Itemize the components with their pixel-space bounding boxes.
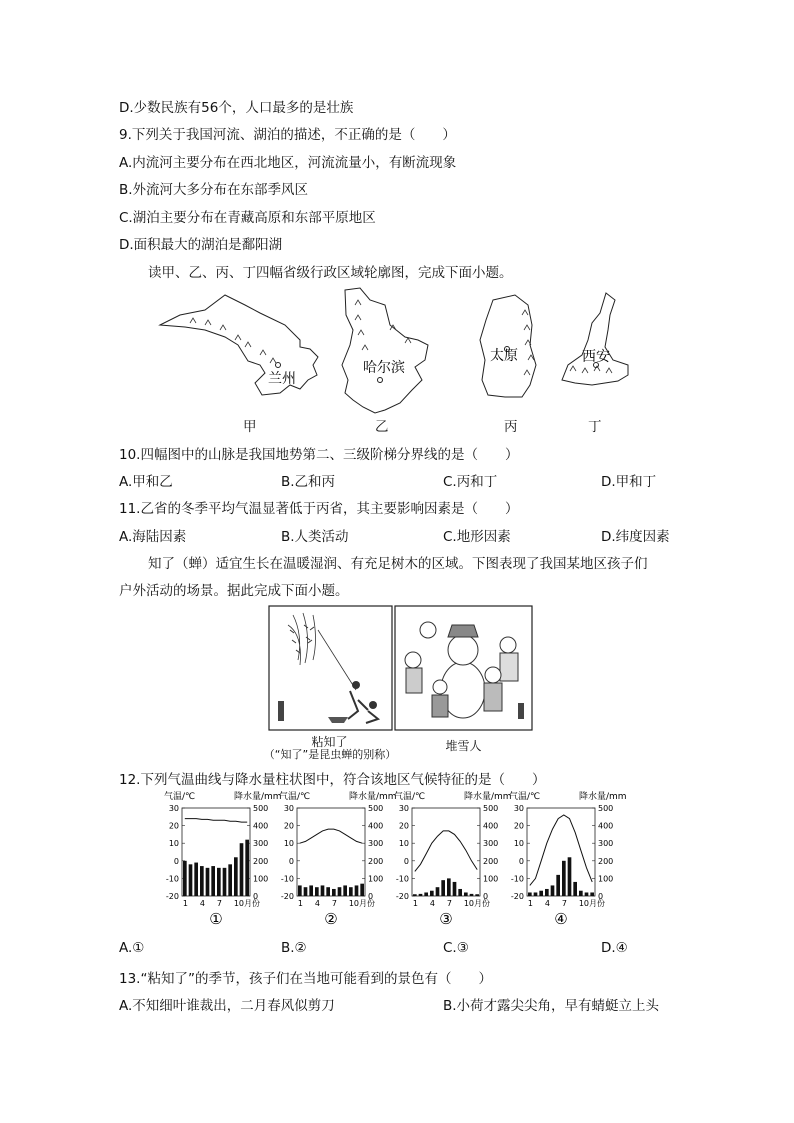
q8-option-d: D.少数民族有56个，人口最多的是壮族 xyxy=(119,100,354,116)
q11-option-c: C.地形因素 xyxy=(443,529,511,545)
q12-option-a: A.① xyxy=(119,940,145,956)
chart-1-x-tick: 10月份 xyxy=(233,899,261,908)
maps-intro: 读甲、乙、丙、丁四幅省级行政区域轮廓图，完成下面小题。 xyxy=(148,265,513,281)
q12-stem: 12.下列气温曲线与降水量柱状图中，符合该地区气候特征的是（ ） xyxy=(119,772,546,788)
chart-2-x-tick: 10月份 xyxy=(348,899,376,908)
chart-3-precip-bar xyxy=(458,889,462,896)
chart-2-precip-bar xyxy=(355,885,359,896)
q10-option-c: C.丙和丁 xyxy=(443,474,498,490)
chart-2-precip-tick: 300 xyxy=(368,839,384,849)
q12-option-d: D.④ xyxy=(601,940,628,956)
chart-1-temp-tick: 0 xyxy=(173,856,179,866)
chart-4-frame xyxy=(527,808,595,896)
chart-3-temp-tick: 0 xyxy=(403,856,409,866)
chart-3-frame xyxy=(412,808,480,896)
chart-1-precip-tick: 200 xyxy=(253,856,269,866)
chart-3-precip-bar xyxy=(453,882,457,896)
chart-2-precip-bar xyxy=(326,887,330,896)
map-yi xyxy=(342,288,428,413)
chart-4-precip-tick: 100 xyxy=(598,874,614,884)
q11-option-a: A.海陆因素 xyxy=(119,529,187,545)
chart-1-precip-bar xyxy=(234,857,238,896)
chart-3-precip-bar xyxy=(424,892,428,896)
chart-1-precip-bar xyxy=(183,861,187,896)
chart-1-temp-tick: 10 xyxy=(168,839,179,849)
chart-3-temp-tick: 10 xyxy=(398,839,409,849)
chart-2-precip-bar xyxy=(321,885,325,896)
chart-2-precip-bar xyxy=(304,887,308,896)
chart-4-precip-bar xyxy=(590,892,594,896)
chart-3-temp-tick: -20 xyxy=(395,892,409,901)
chart-1-temp-tick: 20 xyxy=(168,821,179,831)
chart-2-precip-tick: 200 xyxy=(368,856,384,866)
chart-3-precip-tick: 300 xyxy=(483,839,499,849)
q12-option-c: C.③ xyxy=(443,940,469,956)
chart-3-precip-tick: 400 xyxy=(483,821,499,831)
scene-intro-line1: 知了（蝉）适宜生长在温暖湿润、有充足树木的区域。下图表现了我国某地区孩子们 xyxy=(148,556,648,572)
chart-4-precip-bar xyxy=(579,891,583,896)
chart-4-x-tick: 1 xyxy=(527,899,533,908)
q11-option-b: B.人类活动 xyxy=(281,529,349,545)
scene-intro-line2: 户外活动的场景。据此完成下面小题。 xyxy=(119,583,349,599)
chart-1-precip-bar xyxy=(217,868,221,896)
chart-3-precip-bar xyxy=(470,894,474,896)
chart-3-precip-bar xyxy=(419,894,423,896)
chart-2-temp-tick: 0 xyxy=(288,856,294,866)
scene-caption-right: 堆雪人 xyxy=(445,739,482,753)
chart-4-label: ④ xyxy=(554,910,568,928)
chart-1-temp-tick: -20 xyxy=(165,892,179,901)
chart-1-temp-tick: -10 xyxy=(165,874,179,884)
chart-3-x-tick: 1 xyxy=(412,899,418,908)
chart-4-temp-tick: -20 xyxy=(510,892,524,901)
chart-2-label: ② xyxy=(324,910,338,928)
chart-2-precip-bar xyxy=(360,884,364,896)
chart-1-x-tick: 7 xyxy=(216,899,222,908)
chart-2-temp-line xyxy=(300,829,362,843)
q13-option-b: B.小荷才露尖尖角，早有蜻蜓立上头 xyxy=(443,998,660,1014)
chart-2-precip-bar xyxy=(315,887,319,896)
map-city-lanzhou: 兰州 xyxy=(268,371,296,387)
chart-2-precip-bar xyxy=(338,887,342,896)
map-city-harbin: 哈尔滨 xyxy=(363,360,405,376)
chart-3-x-tick: 7 xyxy=(446,899,452,908)
q12-option-b: B.② xyxy=(281,940,307,956)
chart-2-temp-tick: 10 xyxy=(283,839,294,849)
chart-4-temp-tick: 0 xyxy=(518,856,524,866)
chart-1-precip-tick: 100 xyxy=(253,874,269,884)
chart-2-x-tick: 7 xyxy=(331,899,337,908)
chart-1-temp-axis-title: 气温/℃ xyxy=(164,792,196,802)
chart-2-precip-tick: 100 xyxy=(368,874,384,884)
scene-illustrations xyxy=(268,605,534,732)
chart-2-temp-tick: -10 xyxy=(280,874,294,884)
chart-4-precip-bar xyxy=(539,891,543,896)
chart-1-precip-tick: 300 xyxy=(253,839,269,849)
chart-1-precip-axis-title: 降水量/mm xyxy=(234,792,282,802)
chart-1-x-tick: 1 xyxy=(182,899,188,908)
chart-2-temp-tick: -20 xyxy=(280,892,294,901)
chart-3-temp-tick: 30 xyxy=(398,804,409,813)
map-label-bing: 丙 xyxy=(504,419,518,435)
chart-2-precip-tick: 400 xyxy=(368,821,384,831)
chart-1-precip-bar xyxy=(206,868,210,896)
scene-building-snowman xyxy=(395,606,532,730)
chart-1-precip-bar xyxy=(245,840,249,896)
chart-3-precip-bar xyxy=(447,878,451,896)
chart-4-precip-bar xyxy=(534,892,538,896)
chart-1-temp-tick: 30 xyxy=(168,804,179,813)
chart-4-temp-line xyxy=(530,815,592,885)
chart-3-precip-bar xyxy=(464,892,468,896)
chart-2-precip-tick: 0 xyxy=(368,892,374,901)
chart-3-temp-tick: 20 xyxy=(398,821,409,831)
chart-4-temp-tick: -10 xyxy=(510,874,524,884)
chart-4-precip-tick: 400 xyxy=(598,821,614,831)
map-ding xyxy=(562,293,628,385)
climate-charts xyxy=(160,790,640,930)
chart-3-precip-bar xyxy=(436,887,440,896)
chart-2-precip-bar xyxy=(298,885,302,896)
chart-1-precip-tick: 400 xyxy=(253,821,269,831)
chart-2-x-tick: 1 xyxy=(297,899,303,908)
chart-3-temp-line xyxy=(415,831,477,872)
q11-option-d: D.纬度因素 xyxy=(601,529,670,545)
chart-2-x-tick: 4 xyxy=(314,899,320,908)
map-label-yi: 乙 xyxy=(375,419,389,435)
q9-option-a: A.内流河主要分布在西北地区，河流流量小，有断流现象 xyxy=(119,155,457,171)
chart-3-label: ③ xyxy=(439,910,453,928)
map-city-taiyuan: 太原 xyxy=(490,348,518,364)
chart-1-precip-tick: 500 xyxy=(253,804,269,813)
chart-3-precip-tick: 200 xyxy=(483,856,499,866)
scene-caption-left-note: （“知了”是昆虫蝉的别称） xyxy=(263,748,397,761)
chart-2-frame xyxy=(297,808,365,896)
province-maps-figure xyxy=(150,285,650,435)
chart-2-precip-tick: 500 xyxy=(368,804,384,813)
chart-4-precip-tick: 0 xyxy=(598,892,604,901)
chart-1-temp-line xyxy=(185,819,247,823)
chart-4-precip-bar xyxy=(528,892,532,896)
chart-4-precip-bar xyxy=(562,861,566,896)
chart-2-temp-tick: 20 xyxy=(283,821,294,831)
chart-3-precip-tick: 500 xyxy=(483,804,499,813)
q10-stem: 10.四幅图中的山脉是我国地势第二、三级阶梯分界线的是（ ） xyxy=(119,447,519,463)
chart-4-precip-bar xyxy=(585,892,589,896)
chart-2-precip-bar xyxy=(332,889,336,896)
q9-option-b: B.外流河大多分布在东部季风区 xyxy=(119,182,309,198)
chart-4-precip-bar xyxy=(545,889,549,896)
map-bing xyxy=(480,295,536,397)
chart-3-precip-bar xyxy=(475,894,479,896)
chart-2-temp-axis-title: 气温/℃ xyxy=(279,792,311,802)
chart-4-x-tick: 10月份 xyxy=(578,899,606,908)
q9-stem: 9.下列关于我国河流、湖泊的描述，不正确的是（ ） xyxy=(119,127,456,143)
chart-1-label: ① xyxy=(209,910,223,928)
scene-caption-left: 粘知了 xyxy=(311,735,348,749)
q10-option-b: B.乙和丙 xyxy=(281,474,336,490)
map-jia xyxy=(160,295,318,395)
chart-3-temp-axis-title: 气温/℃ xyxy=(394,792,426,802)
chart-2-precip-axis-title: 降水量/mm xyxy=(349,792,397,802)
chart-1-x-tick: 4 xyxy=(199,899,205,908)
chart-4-temp-tick: 20 xyxy=(513,821,524,831)
q9-option-c: C.湖泊主要分布在青藏高原和东部平原地区 xyxy=(119,210,376,226)
chart-3-precip-bar xyxy=(441,880,445,896)
chart-1-precip-bar xyxy=(228,864,232,896)
chart-2-precip-bar xyxy=(343,885,347,896)
chart-4-precip-tick: 300 xyxy=(598,839,614,849)
chart-3-x-tick: 10月份 xyxy=(463,899,491,908)
q13-option-a: A.不知细叶谁裁出，二月春风似剪刀 xyxy=(119,998,335,1014)
chart-3-precip-tick: 100 xyxy=(483,874,499,884)
chart-1-precip-bar xyxy=(200,866,204,896)
chart-1-precip-bar xyxy=(194,863,198,896)
q11-stem: 11.乙省的冬季平均气温显著低于丙省，其主要影响因素是（ ） xyxy=(119,501,519,517)
map-label-jia: 甲 xyxy=(243,419,257,435)
map-city-xian: 西安 xyxy=(582,349,610,365)
chart-1-precip-tick: 0 xyxy=(253,892,259,901)
chart-4-temp-tick: 30 xyxy=(513,804,524,813)
chart-4-precip-tick: 200 xyxy=(598,856,614,866)
chart-4-precip-bar xyxy=(551,885,555,896)
q10-option-d: D.甲和丁 xyxy=(601,474,657,490)
q10-option-a: A.甲和乙 xyxy=(119,474,173,490)
chart-4-precip-bar xyxy=(568,857,572,896)
chart-4-temp-axis-title: 气温/℃ xyxy=(509,792,541,802)
chart-1-precip-bar xyxy=(211,866,215,896)
chart-1-precip-bar xyxy=(189,864,193,896)
chart-4-precip-axis-title: 降水量/mm xyxy=(579,792,627,802)
chart-2-precip-bar xyxy=(349,887,353,896)
chart-2-temp-tick: 30 xyxy=(283,804,294,813)
chart-4-precip-bar xyxy=(573,882,577,896)
chart-3-precip-tick: 0 xyxy=(483,892,489,901)
scene-catching-cicadas xyxy=(269,606,392,730)
chart-2-precip-bar xyxy=(309,885,313,896)
chart-3-x-tick: 4 xyxy=(429,899,435,908)
chart-3-temp-tick: -10 xyxy=(395,874,409,884)
chart-1-precip-bar xyxy=(240,843,244,896)
chart-3-precip-axis-title: 降水量/mm xyxy=(464,792,512,802)
q9-option-d: D.面积最大的湖泊是鄱阳湖 xyxy=(119,237,283,253)
chart-1-precip-bar xyxy=(223,868,227,896)
chart-3-precip-bar xyxy=(413,894,417,896)
map-label-ding: 丁 xyxy=(588,419,602,435)
chart-4-temp-tick: 10 xyxy=(513,839,524,849)
q13-stem: 13.“粘知了”的季节，孩子们在当地可能看到的景色有（ ） xyxy=(119,971,492,987)
chart-4-precip-bar xyxy=(556,875,560,896)
chart-4-precip-tick: 500 xyxy=(598,804,614,813)
chart-4-x-tick: 4 xyxy=(544,899,550,908)
chart-3-precip-bar xyxy=(430,891,434,896)
chart-4-x-tick: 7 xyxy=(561,899,567,908)
